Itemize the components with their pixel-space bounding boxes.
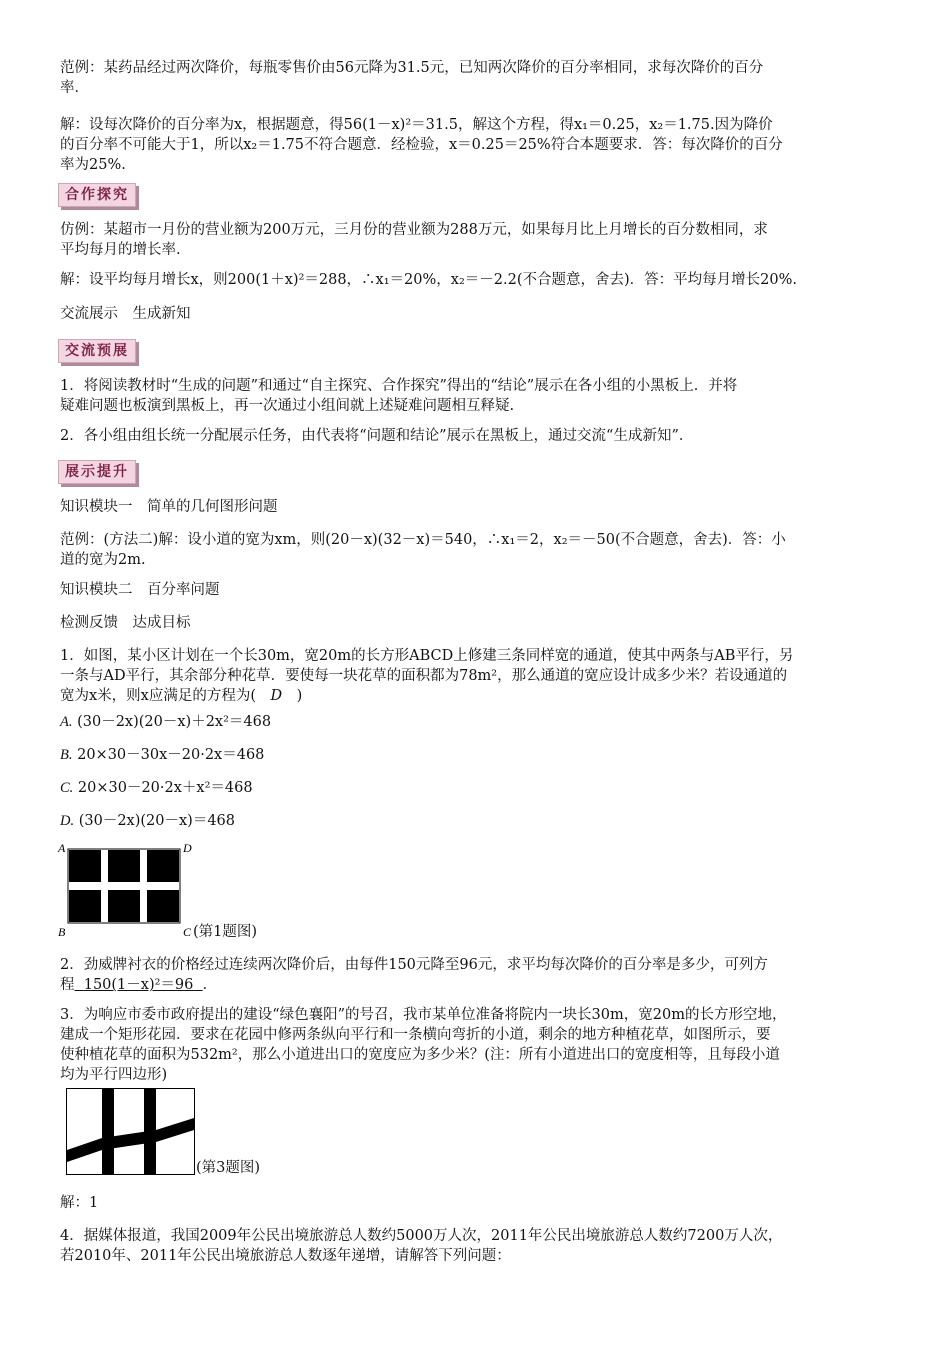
question-4-line-1: 4．据媒体报道，我国2009年公民出境旅游总人数约5000万人次，2011年公民出境旅游总人数约7200万人次， bbox=[60, 1228, 783, 1244]
question-3-line-1: 3．为响应市委市政府提出的建设“绿色襄阳”的号召，我市某单位准备将院内一块长30m，宽20m的长方形空地， bbox=[60, 1007, 787, 1023]
option-b-text: 20×30－30x－20·2x＝468 bbox=[77, 747, 265, 763]
module-1-title: 知识模块一 简单的几何图形问题 bbox=[60, 499, 278, 515]
option-a-letter: A. bbox=[60, 714, 73, 730]
section-exchange bbox=[60, 304, 890, 324]
question-1 bbox=[60, 646, 890, 706]
question-2-line-1: 2．劲威牌衬衣的价格经过连续两次降价后，由每件150元降至96元，求平均每次降价的百分率是多少，可列方 bbox=[60, 957, 768, 973]
module-1 bbox=[60, 497, 890, 517]
figure-1-label-d: D bbox=[183, 841, 192, 855]
question-4-line-2: 若2010年、2011年公民出境旅游总人数逐年递增，请解答下列问题： bbox=[60, 1248, 511, 1264]
solution-1-line-1: 解：设每次降价的百分率为x，根据题意，得56(1－x)²＝31.5，解这个方程，得x₁＝0.25，x₂＝1.75.因为降价 bbox=[60, 117, 773, 133]
figure-1-label-a: A bbox=[58, 841, 66, 855]
exchange-item-1-line-1: 1．将阅读教材时“生成的问题”和通过“自主探究、合作探究”得出的“结论”展示在各小组的小黑板上．并将 bbox=[60, 378, 738, 394]
figure-1-label-b: B bbox=[58, 925, 66, 939]
option-a-text: (30－2x)(20－x)＋2x²＝468 bbox=[77, 714, 272, 730]
option-a bbox=[60, 712, 660, 732]
figure-3-garden-diagram bbox=[66, 1088, 196, 1176]
question-1-line-3-end: ) bbox=[282, 688, 303, 704]
option-c-letter: C. bbox=[60, 780, 74, 796]
imitation-line-1: 仿例：某超市一月份的营业额为200万元，三月份的营业额为288万元，如果每月比上月增长的百分数相同，求 bbox=[60, 222, 768, 238]
imitation-example bbox=[60, 220, 890, 260]
example-1-line-2: 率． bbox=[60, 80, 89, 96]
exchange-item-1-line-2: 疑难问题也板演到黑板上，再一次通过小组间就上述疑难问题相互释疑. bbox=[60, 398, 515, 414]
exchange-item-2 bbox=[60, 426, 890, 446]
question-2-line-2 bbox=[60, 975, 890, 995]
solution-1-line-2: 的百分率不可能大于1，所以x₂＝1.75不符合题意．经检验，x＝0.25＝25%符合本题要求．答：每次降价的百分 bbox=[60, 137, 783, 153]
badge-cooperate: 合作探究 bbox=[58, 183, 136, 207]
question-4 bbox=[60, 1226, 890, 1266]
question-2 bbox=[60, 955, 890, 995]
question-2-answer: 150(1－x)²＝96 bbox=[83, 977, 194, 993]
option-d bbox=[60, 811, 660, 831]
question-1-line-1: 1．如图，某小区计划在一个长30m，宽20m的长方形ABCD上修建三条同样宽的通道，使其中两条与AB平行，另 bbox=[60, 648, 794, 664]
figure-3-caption: (第3题图) bbox=[196, 1160, 261, 1176]
example-2-line-2: 道的宽为2m. bbox=[60, 552, 146, 568]
option-b-letter: B. bbox=[60, 747, 73, 763]
figure-1-caption: (第1题图) bbox=[193, 924, 258, 940]
option-b bbox=[60, 745, 660, 765]
example-2-line-1: 范例：(方法二)解：设小道的宽为xm，则(20－x)(32－x)＝540，∴x₁＝2，x₂＝－50(不合题意，舍去)．答：小 bbox=[60, 532, 786, 548]
badge-show: 展示提升 bbox=[58, 460, 136, 484]
figure-1-label-c: C bbox=[183, 925, 192, 939]
imitation-line-2: 平均每月的增长率. bbox=[60, 242, 181, 258]
solution-2 bbox=[60, 270, 890, 290]
module-2-title: 知识模块二 百分率问题 bbox=[60, 582, 220, 598]
exchange-item-2-line: 2．各小组由组长统一分配展示任务，由代表将“问题和结论”展示在黑板上，通过交流“生成新知”． bbox=[60, 428, 694, 444]
option-d-letter: D. bbox=[60, 813, 75, 829]
option-c-text: 20×30－20·2x＋x²＝468 bbox=[77, 780, 253, 796]
question-3-line-3: 使种植花草的面积为532m²，那么小道进出口的宽度应为多少米？(注：所有小道进出口的宽度相等，且每段小道 bbox=[60, 1047, 780, 1063]
solution-1-line-3: 率为25%. bbox=[60, 157, 126, 173]
solution-1 bbox=[60, 115, 890, 175]
module-2 bbox=[60, 580, 890, 600]
question-3-solution-text: 解：1 bbox=[60, 1195, 99, 1211]
example-1-line-1: 范例：某药品经过两次降价，每瓶零售价由56元降为31.5元，已知两次降价的百分率相同，求每次降价的百分 bbox=[60, 60, 764, 76]
question-3-line-2: 建成一个矩形花园．要求在花园中修两条纵向平行和一条横向弯折的小道，剩余的地方种植花草，如图所示，要 bbox=[60, 1027, 771, 1043]
feedback-title-text: 检测反馈 达成目标 bbox=[60, 615, 191, 631]
figure-1-rectangle-diagram bbox=[56, 840, 196, 940]
badge-exchange: 交流预展 bbox=[58, 339, 136, 363]
exchange-item-1 bbox=[60, 376, 890, 416]
option-c bbox=[60, 778, 660, 798]
question-2-line-2-end: ． bbox=[202, 977, 218, 993]
question-1-line-3-start: 宽为x米，则x应满足的方程为( bbox=[60, 688, 271, 704]
question-3-solution bbox=[60, 1193, 890, 1213]
feedback-title bbox=[60, 613, 890, 633]
question-3 bbox=[60, 1005, 890, 1085]
solution-2-line: 解：设平均每月增长x，则200(1＋x)²＝288，∴x₁＝20%，x₂＝－2.2(不合题意，舍去)．答：平均每月增长20%. bbox=[60, 272, 797, 288]
section-exchange-title: 交流展示 生成新知 bbox=[60, 306, 191, 322]
question-2-line-2-start: 程 bbox=[60, 977, 75, 993]
question-1-line-2: 一条与AD平行，其余部分种花草．要使每一块花草的面积都为78m²，那么通道的宽应设计成多少米？若设通道的 bbox=[60, 668, 788, 684]
example-1 bbox=[60, 58, 890, 98]
question-2-answer-blank bbox=[75, 977, 203, 993]
option-d-text: (30－2x)(20－x)＝468 bbox=[78, 813, 236, 829]
question-1-answer: D bbox=[270, 688, 283, 704]
question-3-line-4: 均为平行四边形) bbox=[60, 1067, 168, 1083]
example-2 bbox=[60, 530, 890, 570]
question-1-line-3 bbox=[60, 686, 890, 706]
